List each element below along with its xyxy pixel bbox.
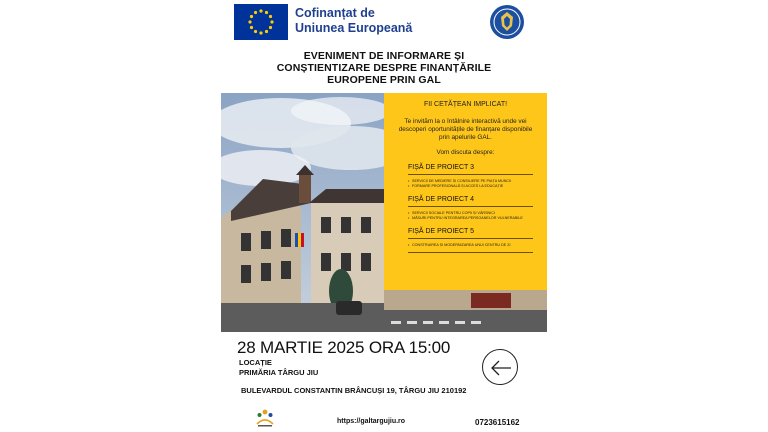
project-sheet-list — [408, 243, 537, 248]
event-title — [251, 50, 517, 86]
project-sheet-5 — [394, 228, 537, 253]
title-line-2: CONȘTIENTIZARE DESPRE FINANȚĂRILE — [276, 62, 492, 74]
panel-heading: FII CETĂȚEAN IMPLICAT! — [423, 101, 508, 108]
event-date: 28 MARTIE 2025 ORA 15:00 — [237, 338, 451, 357]
event-address: BULEVARDUL CONSTANTIN BRÂNCUȘI 19, TÂRGU JIU 210192 — [241, 386, 467, 395]
info-panel — [384, 93, 547, 290]
eu-line-1: Cofinanțat de — [295, 6, 375, 20]
eu-line-2: Uniunea Europeană — [295, 21, 413, 35]
eu-flag-icon — [234, 4, 288, 40]
project-sheet-title: FIȘĂ DE PROIECT 4 — [408, 196, 533, 207]
panel-intro: Te invităm la o întâlnire interactivă unde vei descoperi oportunitățile de finanțare disponibile prin apelurile GAL. — [398, 118, 533, 141]
list-item: • FORMARE PROFESIONALĂ ȘI ACCES LA EDUCAȚIE — [408, 184, 537, 189]
arrow-left-icon — [490, 359, 512, 377]
event-poster — [221, 0, 547, 432]
list-item: • SERVICII DE MEDIERE ȘI CONSILIERE PE PIAȚA MUNCII — [408, 179, 537, 184]
project-sheet-list — [408, 179, 537, 188]
location-name: PRIMĂRIA TÂRGU JIU — [239, 368, 319, 377]
project-sheet-title: FIȘĂ DE PROIECT 5 — [408, 228, 533, 239]
project-sheet-title: FIȘĂ DE PROIECT 3 — [408, 164, 533, 175]
panel-discuss-label: Vom discuta despre: — [436, 149, 495, 156]
project-sheet-list — [408, 211, 537, 220]
list-item: • MĂSURI PENTRU INTEGRAREA PERSOANELOR VULNERABILE — [408, 216, 537, 221]
back-button[interactable] — [482, 349, 518, 385]
project-sheet-4 — [394, 196, 537, 220]
divider — [408, 252, 533, 253]
website-link[interactable]: https://galtargujiu.ro — [337, 418, 406, 425]
location-label: LOCAȚIE — [239, 358, 272, 367]
title-line-1: EVENIMENT DE INFORMARE ȘI — [303, 50, 465, 62]
gal-logo-icon — [253, 406, 277, 430]
list-item: • CONSTRUIREA ȘI MODERNIZAREA UNUI CENTRU DE ZI — [408, 243, 537, 248]
list-item: • SERVICII SOCIALE PENTRU COPII ȘI VÂRSNICI — [408, 211, 537, 216]
phone-number: 0723615162 — [475, 418, 520, 427]
eu-cofinancing-label — [295, 6, 412, 36]
romanian-government-crest-icon — [489, 4, 525, 40]
title-line-3: EUROPENE PRIN GAL — [327, 74, 441, 86]
project-sheet-3 — [394, 164, 537, 188]
